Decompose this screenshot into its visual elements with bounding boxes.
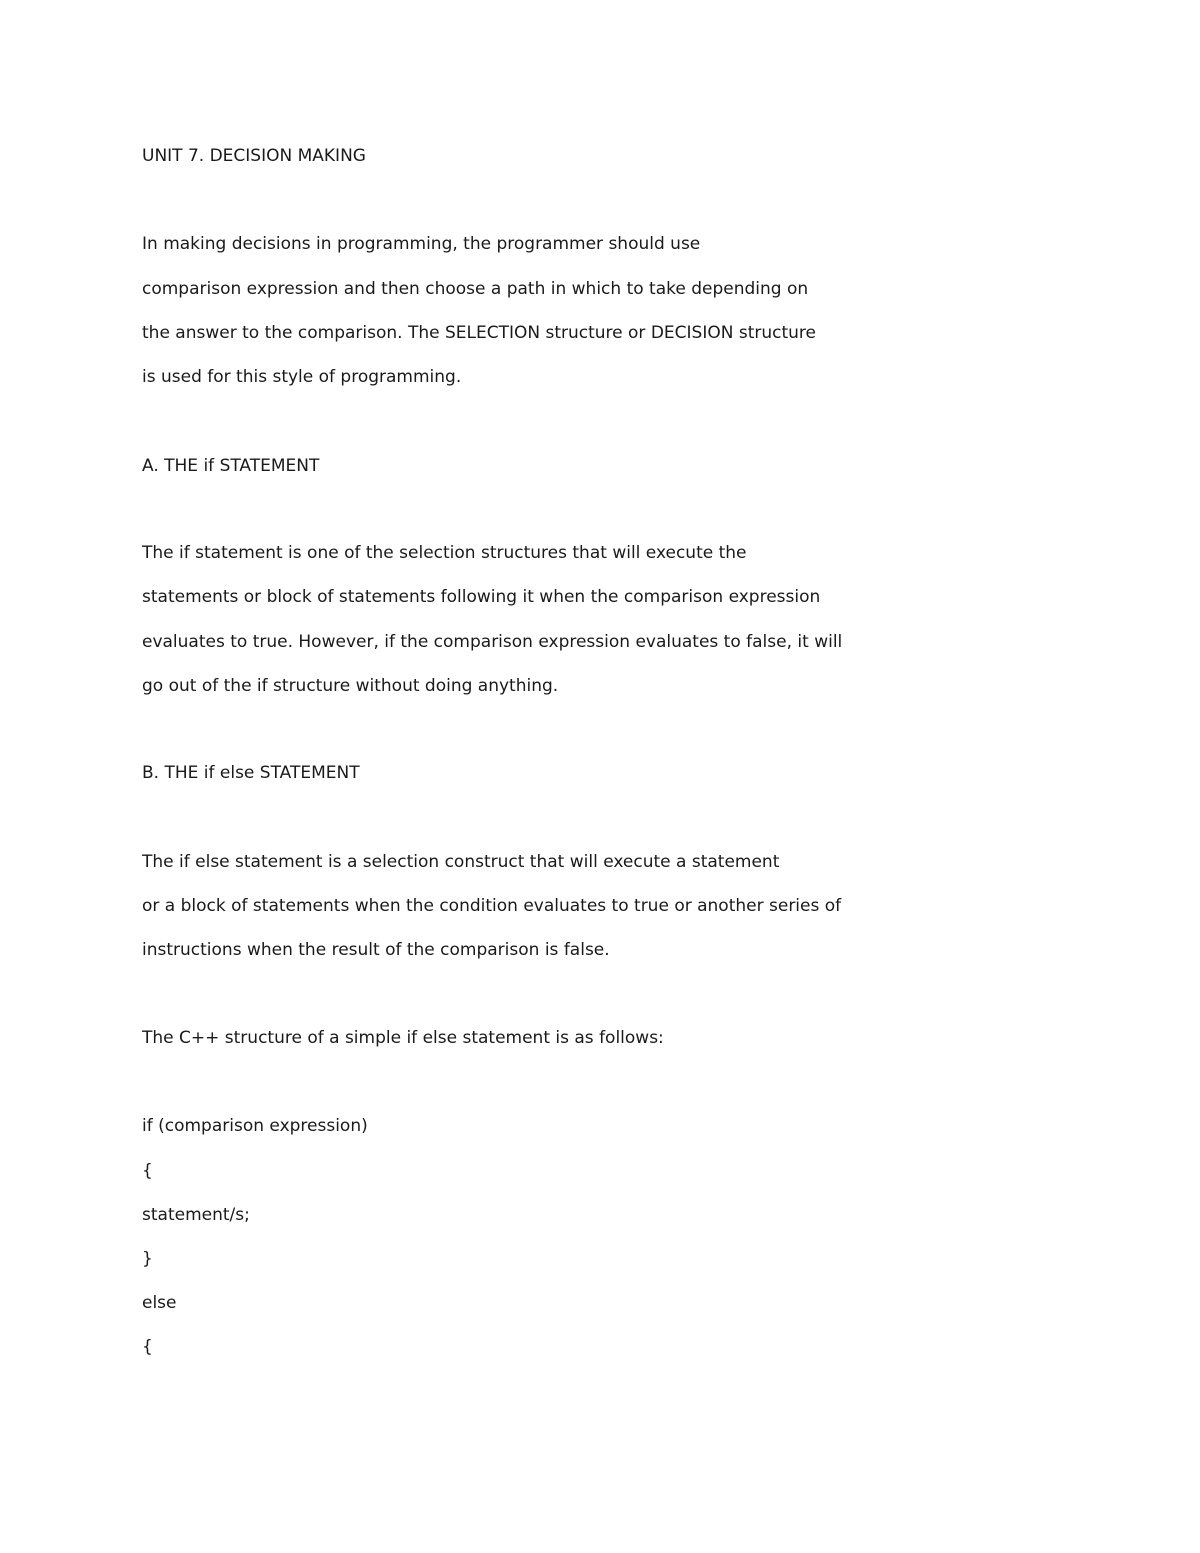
section-a-line: The if statement is one of the selection structures that will execute the — [142, 543, 747, 563]
code-line: else — [142, 1293, 177, 1313]
section-a-line: evaluates to true. However, if the comparison expression evaluates to false, it will — [142, 632, 843, 652]
section-a-heading: A. THE if STATEMENT — [142, 456, 320, 476]
code-line: { — [142, 1337, 153, 1357]
section-a-line: statements or block of statements following it when the comparison expression — [142, 587, 821, 607]
intro-line: the answer to the comparison. The SELECTION structure or DECISION structure — [142, 323, 816, 343]
intro-line: comparison expression and then choose a path in which to take depending on — [142, 279, 809, 299]
code-line: } — [142, 1249, 153, 1269]
intro-line: In making decisions in programming, the programmer should use — [142, 234, 701, 254]
section-b-line: The if else statement is a selection construct that will execute a statement — [142, 852, 780, 872]
code-line: if (comparison expression) — [142, 1116, 368, 1136]
section-b-line: instructions when the result of the comparison is false. — [142, 940, 610, 960]
section-b-heading: B. THE if else STATEMENT — [142, 763, 360, 783]
section-a-line: go out of the if structure without doing anything. — [142, 676, 559, 696]
section-b-line: or a block of statements when the condition evaluates to true or another series of — [142, 896, 842, 916]
code-line: statement/s; — [142, 1205, 250, 1225]
page-title: UNIT 7. DECISION MAKING — [142, 146, 366, 166]
intro-line: is used for this style of programming. — [142, 367, 462, 387]
code-line: { — [142, 1161, 153, 1181]
structure-intro: The C++ structure of a simple if else statement is as follows: — [142, 1028, 664, 1048]
